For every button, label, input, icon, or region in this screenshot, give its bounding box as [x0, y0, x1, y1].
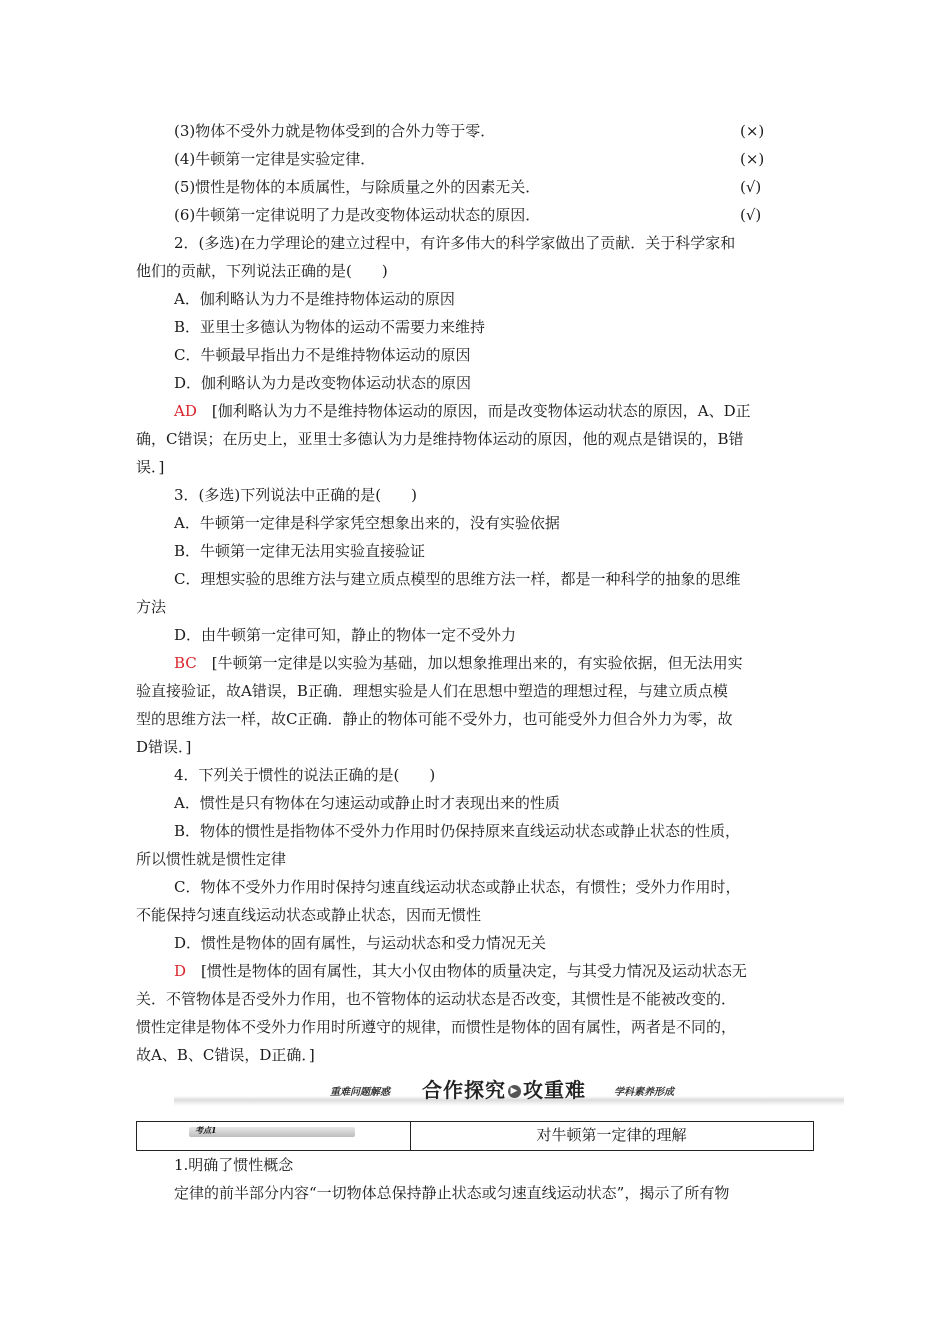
q4-explanation-4: 故A、B、C错误，D正确．]	[136, 1046, 315, 1064]
judgement-4-mark: (×)	[740, 150, 765, 168]
banner-title: 合作探究 ▶ 攻重难	[422, 1078, 586, 1102]
banner-left-text: 重难问题解惑	[330, 1087, 390, 1098]
judgement-3: (3)物体不受外力就是物体受到的合外力等于零．	[174, 122, 496, 140]
section-body: 定律的前半部分内容“一切物体总保持静止状态或匀速直线运动状态”，揭示了所有物	[174, 1184, 730, 1202]
topic-tag-cell	[137, 1122, 411, 1150]
q2-option-b: B．亚里士多德认为物体的运动不需要力来维持	[174, 318, 486, 336]
q2-explanation-2: 确，C错误；在历史上，亚里士多德认为力是维持物体运动的原因，他的观点是错误的，B错	[136, 430, 744, 448]
judgement-6-mark: (√)	[740, 206, 762, 224]
q2-answer: AD	[174, 402, 197, 420]
q4-answer: D	[174, 962, 187, 980]
q2-explanation-3: 误．]	[136, 458, 165, 476]
q3-option-b: B．牛顿第一定律无法用实验直接验证	[174, 542, 426, 560]
judgement-5-mark: (√)	[740, 178, 762, 196]
q3-answer: BC	[174, 654, 197, 672]
q2-stem: 2．(多选)在力学理论的建立过程中，有许多伟大的科学家做出了贡献．关于科学家和	[174, 234, 736, 252]
q4-option-d: D．惯性是物体的固有属性，与运动状态和受力情况无关	[174, 934, 547, 952]
topic-table	[136, 1121, 814, 1151]
section-banner	[174, 1074, 844, 1106]
q2-option-d: D．伽利略认为力是改变物体运动状态的原因	[174, 374, 472, 392]
judgement-6: (6)牛顿第一定律说明了力是改变物体运动状态的原因．	[174, 206, 541, 224]
topic-tag: 考点1	[189, 1127, 355, 1137]
q4-option-b: B．物体的惯性是指物体不受外力作用时仍保持原来直线运动状态或静止状态的性质，	[174, 822, 741, 840]
banner-right-text: 学科素养形成	[614, 1087, 674, 1098]
q4-option-c: C．物体不受外力作用时保持匀速直线运动状态或静止状态，有惯性；受外力作用时，	[174, 878, 741, 896]
judgement-5: (5)惯性是物体的本质属性，与除质量之外的因素无关．	[174, 178, 541, 196]
q4-option-c-cont: 不能保持匀速直线运动状态或静止状态，因而无惯性	[136, 906, 482, 924]
q3-option-d: D．由牛顿第一定律可知，静止的物体一定不受外力	[174, 626, 517, 644]
q3-explanation-2: 验直接验证，故A错误，B正确．理想实验是人们在思想中塑造的理想过程，与建立质点模	[136, 682, 728, 700]
q3-explanation: BC [牛顿第一定律是以实验为基础，加以想象推理出来的，有实验依据，但无法用实	[174, 654, 743, 672]
arrow-dot-icon: ▶	[508, 1085, 521, 1098]
judgement-4: (4)牛顿第一定律是实验定律．	[174, 150, 376, 168]
q4-stem: 4．下列关于惯性的说法正确的是( )	[174, 766, 436, 784]
judgement-3-mark: (×)	[740, 122, 765, 140]
q4-explanation: D [惯性是物体的固有属性，其大小仅由物体的质量决定，与其受力情况及运动状态无	[174, 962, 747, 980]
q4-option-b-cont: 所以惯性就是惯性定律	[136, 850, 287, 868]
q3-stem: 3．(多选)下列说法中正确的是( )	[174, 486, 417, 504]
q2-stem-cont: 他们的贡献，下列说法正确的是( )	[136, 262, 388, 280]
topic-title: 对牛顿第一定律的理解	[536, 1126, 687, 1144]
q3-option-c-cont: 方法	[136, 598, 167, 616]
q4-option-a: A．惯性是只有物体在匀速运动或静止时才表现出来的性质	[174, 794, 560, 812]
q3-option-c: C．理想实验的思维方法与建立质点模型的思维方法一样，都是一种科学的抽象的思维	[174, 570, 741, 588]
q3-option-a: A．牛顿第一定律是科学家凭空想象出来的，没有实验依据	[174, 514, 560, 532]
section-heading: 1.明确了惯性概念	[174, 1156, 294, 1174]
q4-explanation-2: 关．不管物体是否受外力作用，也不管物体的运动状态是否改变，其惯性是不能被改变的．	[136, 990, 737, 1008]
q3-explanation-4: D错误．]	[136, 738, 192, 756]
q3-explanation-3: 型的思维方法一样，故C正确．静止的物体可能不受外力，也可能受外力但合外力为零，故	[136, 710, 733, 728]
q4-explanation-3: 惯性定律是物体不受外力作用时所遵守的规律，而惯性是物体的固有属性，两者是不同的，	[136, 1018, 737, 1036]
q2-explanation: AD [伽利略认为力不是维持物体运动的原因，而是改变物体运动状态的原因，A、D正	[174, 402, 751, 420]
q2-option-c: C．牛顿最早指出力不是维持物体运动的原因	[174, 346, 471, 364]
q2-option-a: A．伽利略认为力不是维持物体运动的原因	[174, 290, 455, 308]
